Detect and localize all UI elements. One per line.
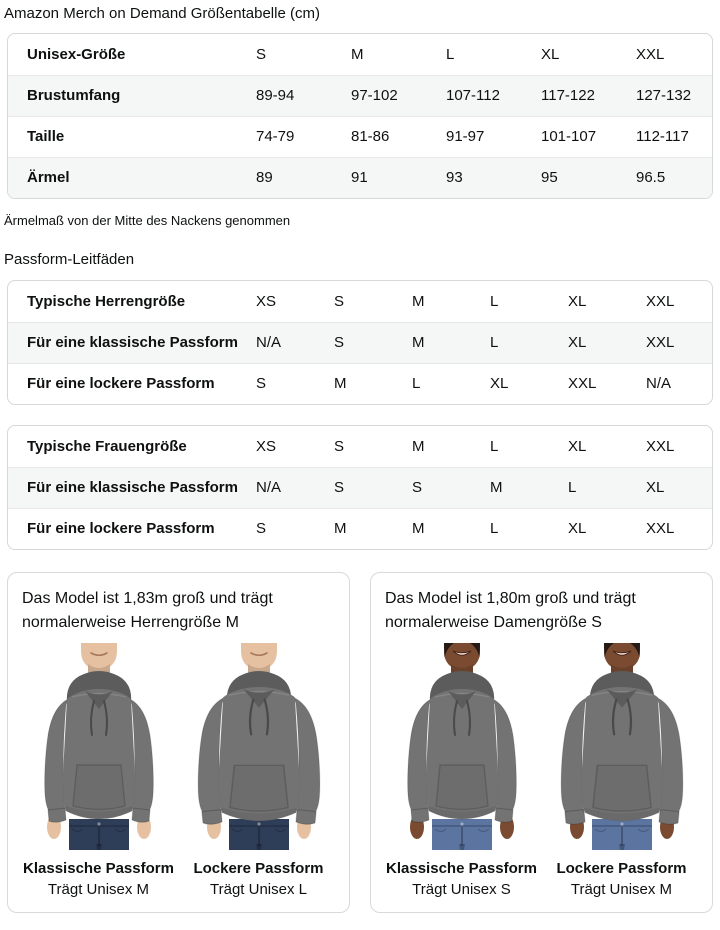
hoodie [44, 689, 153, 822]
row-label: Typische Frauengröße [27, 437, 187, 455]
row-label: Für eine klassische Passform [8, 322, 256, 363]
table-cell: S [334, 467, 412, 508]
table-cell: L [412, 363, 490, 404]
table-cell: S [334, 437, 345, 455]
model-photos [383, 643, 700, 901]
table-cell: N/A [256, 322, 334, 363]
fit-caption [23, 858, 175, 901]
table-cell: XXL [646, 508, 712, 549]
model-cards [7, 572, 713, 913]
table-cell: XL [568, 508, 646, 549]
table-cell: 89-94 [256, 75, 351, 116]
table-cell: XXL [646, 292, 675, 310]
row-label: Brustumfang [8, 75, 256, 116]
hoodie [561, 687, 683, 824]
size-col-m: M [351, 45, 364, 63]
jeans [432, 819, 492, 850]
model-photo-female-classic [386, 643, 538, 901]
table-cell: XS [256, 437, 277, 455]
right-cuff [495, 808, 513, 822]
table-cell: 89 [256, 157, 351, 198]
table-row-sleeve [8, 157, 712, 198]
table-cell: L [490, 322, 568, 363]
model-illustration [23, 643, 175, 850]
left-cuff [411, 808, 429, 822]
table-cell: M [490, 467, 568, 508]
table-cell: L [490, 292, 499, 310]
table-cell: XXL [568, 363, 646, 404]
size-col-s: S [256, 45, 267, 63]
model-illustration [386, 643, 538, 850]
male-model-card [7, 572, 350, 913]
row-label: Für eine lockere Passform [8, 508, 256, 549]
table-cell: 91 [351, 157, 446, 198]
size-col-xl: XL [541, 45, 560, 63]
table-cell: 107-112 [446, 75, 541, 116]
model-photo [183, 643, 335, 850]
table-cell: 74-79 [256, 116, 351, 157]
right-cuff [132, 808, 150, 822]
table-cell: 112-117 [636, 116, 712, 157]
size-col-xxl: XXL [636, 45, 665, 63]
table-cell: XL [568, 437, 587, 455]
left-cuff [48, 808, 66, 822]
row-label: Ärmel [8, 157, 256, 198]
table-cell: 117-122 [541, 75, 636, 116]
table-cell: M [412, 292, 425, 310]
womens-fit-table [7, 425, 713, 550]
table-cell: 95 [541, 157, 636, 198]
table-cell: 127-132 [636, 75, 712, 116]
model-photo [386, 643, 538, 850]
fit-size-label: Trägt Unisex M [47, 881, 150, 898]
table-cell: 101-107 [541, 116, 636, 157]
table-cell: N/A [646, 363, 712, 404]
kangaroo-pocket [229, 765, 287, 811]
kangaroo-pocket [73, 765, 125, 810]
table-cell: XS [256, 292, 277, 310]
row-label: Für eine klassische Passform [8, 467, 256, 508]
fit-label: Klassische Passform [386, 860, 537, 877]
size-col-l: L [446, 45, 455, 63]
table-cell: XL [490, 363, 568, 404]
table-cell: M [412, 437, 425, 455]
left-cuff [564, 810, 584, 825]
fit-caption [386, 858, 538, 901]
jeans [592, 819, 652, 850]
model-description: Das Model ist 1,83m groß und trägt normalerweise Herrengröße M [22, 590, 273, 631]
table-cell: M [412, 508, 490, 549]
fit-size-label: Trägt Unisex L [210, 881, 307, 898]
fit-label: Lockere Passform [193, 860, 324, 877]
model-photo [23, 643, 175, 850]
table-row-classic-fit [8, 322, 712, 363]
size-table [7, 33, 713, 199]
table-cell: 91-97 [446, 116, 541, 157]
jeans [229, 819, 289, 850]
hoodie [198, 687, 320, 824]
table-cell: L [568, 467, 646, 508]
sleeve-measure-note: Ärmelmaß von der Mitte des Nackens genommen [4, 213, 291, 228]
model-photo [546, 643, 698, 850]
table-cell: M [334, 508, 412, 549]
model-illustration [546, 643, 698, 850]
table-row-chest [8, 75, 712, 116]
right-cuff [658, 810, 678, 825]
table-cell: 96.5 [636, 157, 712, 198]
table-cell: XXL [646, 322, 712, 363]
table-cell: S [334, 322, 412, 363]
table-cell: XL [568, 292, 587, 310]
fit-caption [183, 858, 335, 901]
table-cell: S [412, 467, 490, 508]
fit-guides-title: Passform-Leitfäden [4, 251, 135, 268]
table-cell: L [490, 508, 568, 549]
size-table-header-label: Unisex-Größe [27, 45, 126, 63]
table-row-typical-womens-size [8, 426, 712, 467]
right-cuff [295, 810, 315, 825]
fit-label: Klassische Passform [23, 860, 174, 877]
table-cell: XXL [646, 437, 675, 455]
model-photo-male-classic [23, 643, 175, 901]
table-cell: L [490, 437, 499, 455]
kangaroo-pocket [592, 765, 650, 811]
table-cell: M [334, 363, 412, 404]
hoodie [407, 689, 516, 822]
fit-caption [546, 858, 698, 901]
model-photo-female-loose [546, 643, 698, 901]
table-row-loose-fit [8, 363, 712, 404]
row-label: Für eine lockere Passform [8, 363, 256, 404]
size-table-header-row [8, 34, 712, 75]
table-cell: S [256, 363, 334, 404]
table-row-typical-mens-size [8, 281, 712, 322]
table-cell: S [256, 508, 334, 549]
table-cell: N/A [256, 467, 334, 508]
table-cell: XL [568, 322, 646, 363]
fit-label: Lockere Passform [556, 860, 687, 877]
table-row-classic-fit [8, 467, 712, 508]
model-illustration [183, 643, 335, 850]
table-cell: M [412, 322, 490, 363]
table-cell: 81-86 [351, 116, 446, 157]
jeans [69, 819, 129, 850]
kangaroo-pocket [436, 765, 488, 810]
female-model-card [370, 572, 713, 913]
table-cell: XL [646, 467, 712, 508]
table-cell: 97-102 [351, 75, 446, 116]
table-row-waist [8, 116, 712, 157]
model-description: Das Model ist 1,80m groß und trägt normalerweise Damengröße S [385, 590, 636, 631]
table-cell: 93 [446, 157, 541, 198]
row-label: Taille [8, 116, 256, 157]
model-photo-male-loose [183, 643, 335, 901]
fit-size-label: Trägt Unisex M [570, 881, 673, 898]
fit-size-label: Trägt Unisex S [412, 881, 511, 898]
table-row-loose-fit [8, 508, 712, 549]
mens-fit-table [7, 280, 713, 405]
model-photos [20, 643, 337, 901]
table-cell: S [334, 292, 345, 310]
page-title: Amazon Merch on Demand Größentabelle (cm) [4, 5, 320, 22]
row-label: Typische Herrengröße [27, 292, 186, 310]
left-cuff [201, 810, 221, 825]
